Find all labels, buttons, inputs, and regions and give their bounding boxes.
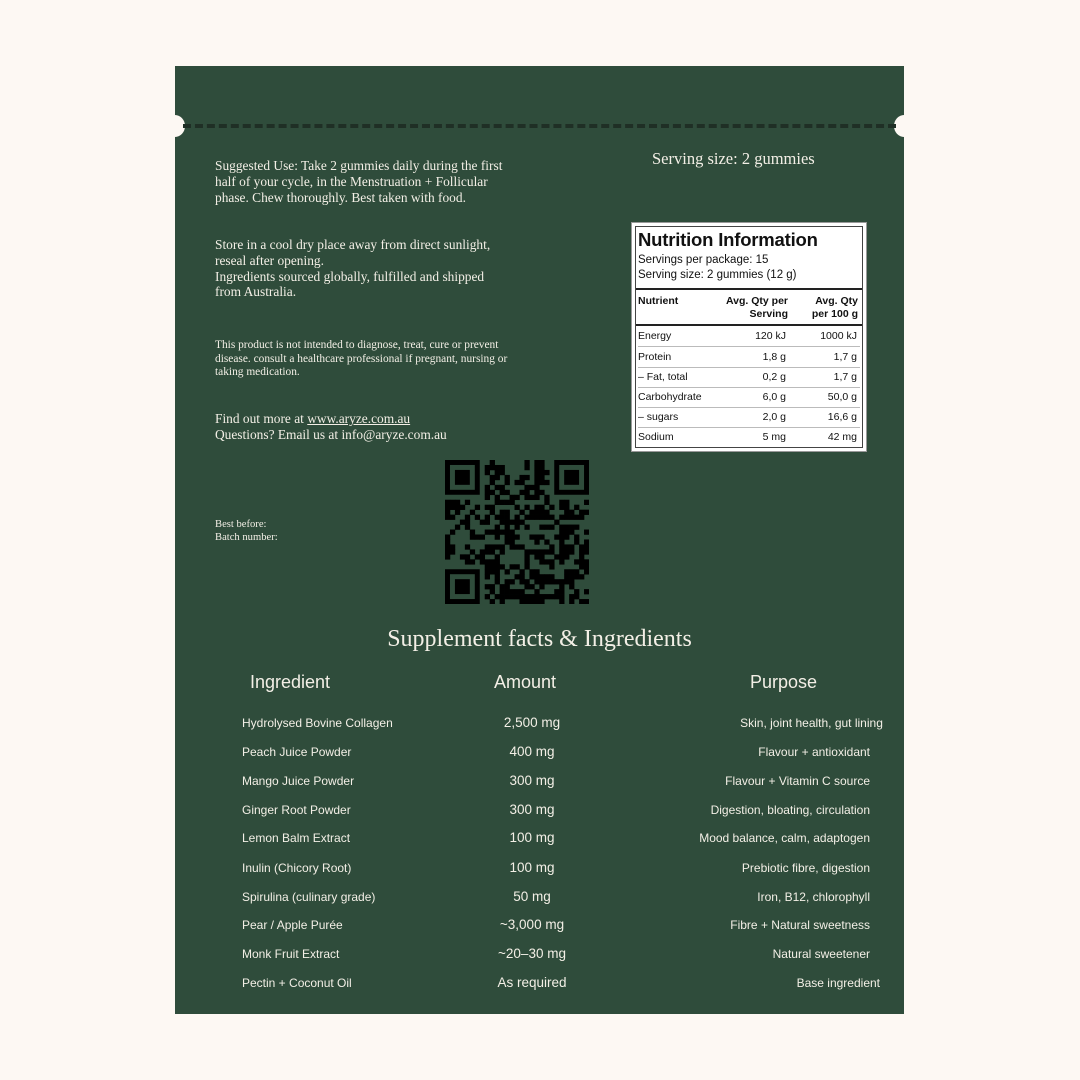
nutrient-per-100g: 42 mg xyxy=(827,431,857,443)
product-pouch xyxy=(175,66,904,1014)
nutrient-per-100g: 1,7 g xyxy=(833,351,857,363)
nutrient-name: – sugars xyxy=(638,411,679,423)
find-out-label: Find out more at xyxy=(215,411,308,426)
ingredient-purpose: Flavour + antioxidant xyxy=(758,745,870,759)
serving-size-header: Serving size: 2 gummies xyxy=(652,149,815,168)
suggested-use: Suggested Use: Take 2 gummies daily during the first half of your cycle, in the Menstruation + Follicular phase. Chew thoroughly. Best taken with food. xyxy=(215,158,503,205)
website-link[interactable]: www.aryze.com.au xyxy=(307,411,411,426)
best-before-label: Best before: xyxy=(215,519,267,530)
nutrient-name: Protein xyxy=(638,351,672,363)
ingredient-col-header: Ingredient xyxy=(250,672,331,692)
nutrient-name: Carbohydrate xyxy=(638,391,702,403)
nutrient-per-100g: 16,6 g xyxy=(827,411,857,423)
per-100g-col-header: Avg. Qty per 100 g xyxy=(811,295,858,320)
ingredient-amount: ~3,000 mg xyxy=(499,917,565,932)
purpose-col-header: Purpose xyxy=(750,672,818,692)
ingredient-amount: 400 mg xyxy=(509,744,555,759)
disclaimer: This product is not intended to diagnose, treat, cure or prevent disease. consult a healthcare professional if pregnant, nursing or taking medication. xyxy=(215,339,508,379)
ingredient-purpose: Base ingredient xyxy=(796,976,880,990)
ingredient-amount: 50 mg xyxy=(513,889,551,904)
nutrition-row-divider xyxy=(638,367,860,368)
per-serving-col-header: Avg. Qty per Serving xyxy=(725,295,788,320)
nutrition-header-divider xyxy=(636,324,862,326)
ingredient-purpose: Prebiotic fibre, digestion xyxy=(741,861,870,875)
ingredient-purpose: Skin, joint health, gut lining xyxy=(740,716,883,730)
nutrition-panel xyxy=(631,222,867,452)
ingredient-purpose: Digestion, bloating, circulation xyxy=(710,803,870,817)
nutrition-row-divider xyxy=(638,387,860,388)
contact-info xyxy=(215,411,515,443)
tear-notch-left xyxy=(165,115,185,137)
nutrition-divider xyxy=(636,288,862,290)
nutrient-per-100g: 1,7 g xyxy=(833,371,857,383)
ingredient-purpose: Mood balance, calm, adaptogen xyxy=(699,831,870,845)
ingredient-name: Peach Juice Powder xyxy=(242,745,352,759)
supplement-heading: Supplement facts & Ingredients xyxy=(387,626,692,652)
nutrition-row-divider xyxy=(638,407,860,408)
nutrient-per-serving: 0,2 g xyxy=(762,371,786,383)
ingredient-amount: 300 mg xyxy=(509,773,555,788)
amount-col-header: Amount xyxy=(494,672,557,692)
batch-info xyxy=(215,518,335,544)
ingredient-name: Lemon Balm Extract xyxy=(242,831,351,845)
nutrition-title: Nutrition Information xyxy=(638,229,818,250)
storage-info: Store in a cool dry place away from direct sunlight, reseal after opening. Ingredients sourced globally, fulfilled and shipped from Australia. xyxy=(215,237,491,300)
nutrient-name: – Fat, total xyxy=(638,371,688,383)
nutrient-per-serving: 120 kJ xyxy=(755,330,786,342)
ingredient-amount: 100 mg xyxy=(509,860,555,875)
nutrient-per-100g: 1000 kJ xyxy=(820,330,857,342)
ingredient-purpose: Iron, B12, chlorophyll xyxy=(757,890,870,904)
ingredient-name: Spirulina (culinary grade) xyxy=(242,890,376,904)
nutrient-per-100g: 50,0 g xyxy=(827,391,857,403)
ingredient-name: Inulin (Chicory Root) xyxy=(242,861,352,875)
nutrition-row-divider xyxy=(638,346,860,347)
nutrient-per-serving: 5 mg xyxy=(762,431,786,443)
tear-notch-right xyxy=(894,115,914,137)
ingredient-amount: 2,500 mg xyxy=(503,715,561,730)
ingredient-name: Ginger Root Powder xyxy=(242,803,351,817)
nutrient-per-serving: 6,0 g xyxy=(762,391,786,403)
qr-code-icon[interactable] xyxy=(445,460,589,604)
zip-seal-line xyxy=(183,124,896,128)
nutrition-serving-size: Serving size: 2 gummies (12 g) xyxy=(638,269,797,281)
questions-email: Questions? Email us at info@aryze.com.au xyxy=(215,426,447,442)
ingredient-purpose: Natural sweetener xyxy=(772,947,870,961)
ingredient-amount: 100 mg xyxy=(509,830,555,845)
ingredient-amount: ~20–30 mg xyxy=(498,946,566,961)
ingredient-name: Monk Fruit Extract xyxy=(242,947,340,961)
servings-per-package: Servings per package: 15 xyxy=(638,254,769,266)
nutrient-name: Energy xyxy=(638,330,672,342)
ingredient-purpose: Flavour + Vitamin C source xyxy=(725,774,870,788)
ingredient-name: Mango Juice Powder xyxy=(242,774,355,788)
ingredient-amount: 300 mg xyxy=(509,802,555,817)
nutrient-per-serving: 1,8 g xyxy=(762,351,786,363)
ingredient-amount: As required xyxy=(497,975,567,990)
ingredient-name: Hydrolysed Bovine Collagen xyxy=(242,716,393,730)
batch-number-label: Batch number: xyxy=(215,532,278,543)
ingredient-purpose: Fibre + Natural sweetness xyxy=(730,918,870,932)
ingredient-name: Pectin + Coconut Oil xyxy=(242,976,352,990)
nutrient-col-header: Nutrient xyxy=(638,295,679,307)
nutrient-name: Sodium xyxy=(638,431,674,443)
ingredient-name: Pear / Apple Purée xyxy=(242,918,343,932)
nutrient-per-serving: 2,0 g xyxy=(762,411,786,423)
nutrition-row-divider xyxy=(638,427,860,428)
